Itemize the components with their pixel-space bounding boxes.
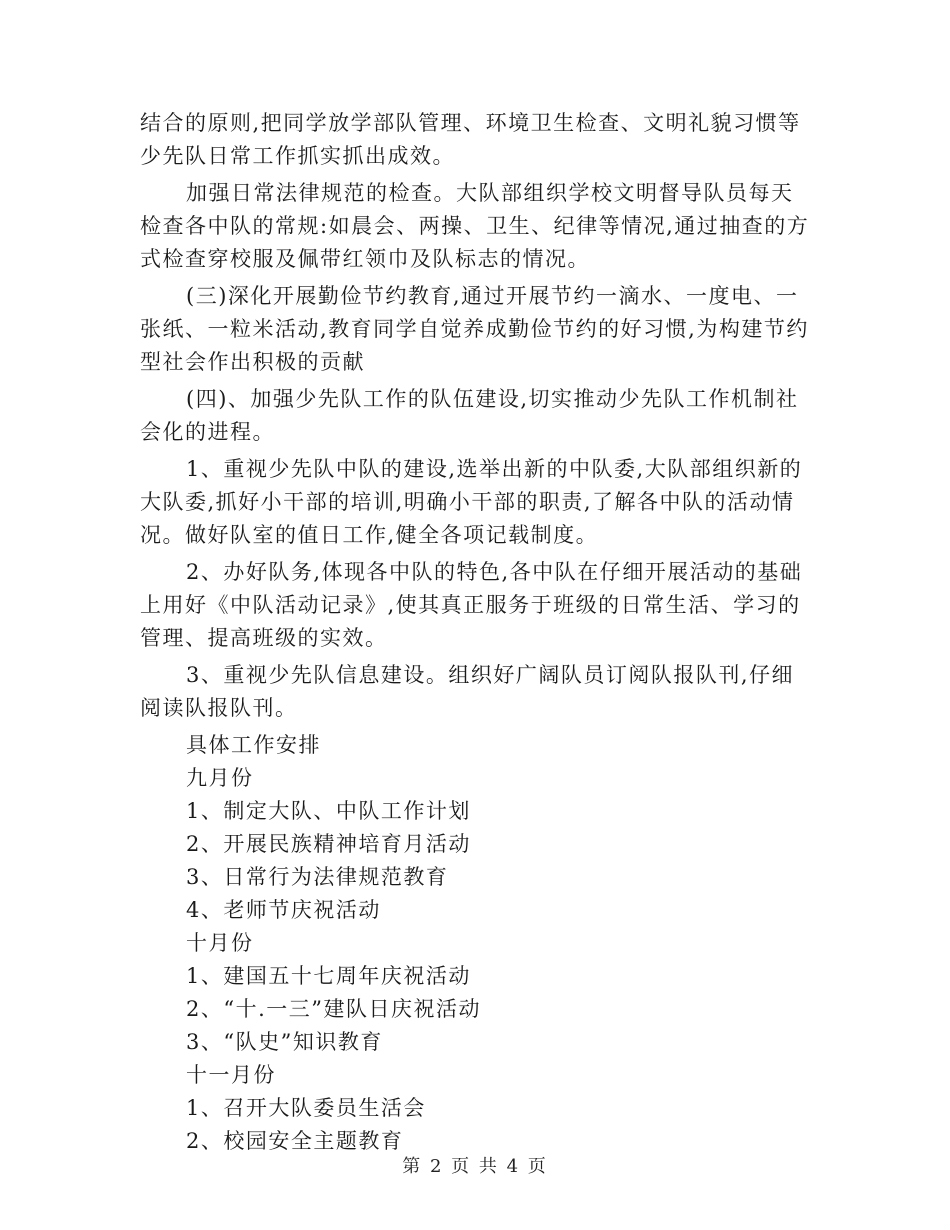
paragraph-inspection: 加强日常法律规范的检查。大队部组织学校文明督导队员每天检查各中队的常规:如晨会、两操、卫生、纪律等情况,通过抽查的方式检查穿校服及佩带红领巾及队标志的情况。 xyxy=(140,181,810,271)
list-item: 1、召开大队委员生活会 xyxy=(186,1096,426,1120)
paragraph-point-two: 2、办好队务,体现各中队的特色,各中队在仔细开展活动的基础上用好《中队活动记录》,使其真正服务于班级的日常生活、学习的管理、提高班级的实效。 xyxy=(140,560,803,650)
list-item: 2、开展民族精神培育月活动 xyxy=(186,832,471,856)
list-item: 4、老师节庆祝活动 xyxy=(186,898,381,922)
paragraph-continuation: 结合的原则,把同学放学部队管理、环境卫生检查、文明礼貌习惯等少先队日常工作抓实抓出成效。 xyxy=(140,111,801,168)
month-heading: 九月份 xyxy=(186,766,254,790)
page-number-footer: 第 2 页 共 4 页 xyxy=(402,1156,548,1177)
month-heading: 十月份 xyxy=(186,931,254,955)
list-item: 2、校园安全主题教育 xyxy=(186,1129,404,1153)
list-item: 1、制定大队、中队工作计划 xyxy=(186,799,471,823)
paragraph-section-four: (四)、加强少先队工作的队伍建设,切实推动少先队工作机制社会化的进程。 xyxy=(140,387,799,444)
paragraph-point-one: 1、重视少先队中队的建设,选举出新的中队委,大队部组织新的大队委,抓好小干部的培训,明确小干部的职责,了解各中队的活动情况。做好队室的值日工作,健全各项记载制度。 xyxy=(140,457,803,547)
paragraph-point-three: 3、重视少先队信息建设。组织好广阔队员订阅队报队刊,仔细阅读队报队刊。 xyxy=(140,663,795,720)
paragraph-section-three: (三)深化开展勤俭节约教育,通过开展节约一滴水、一度电、一张纸、一粒米活动,教育同学自觉养成勤俭节约的好习惯,为构建节约型社会作出积极的贡献 xyxy=(140,284,809,374)
list-item: 1、建国五十七周年庆祝活动 xyxy=(186,964,471,988)
list-item: 2、“十.一三”建队日庆祝活动 xyxy=(186,997,482,1021)
schedule-heading: 具体工作安排 xyxy=(186,733,321,757)
list-item: 3、“队史”知识教育 xyxy=(186,1030,383,1054)
document-body xyxy=(140,107,815,1158)
list-item: 3、日常行为法律规范教育 xyxy=(186,865,449,889)
month-heading: 十一月份 xyxy=(186,1063,276,1087)
